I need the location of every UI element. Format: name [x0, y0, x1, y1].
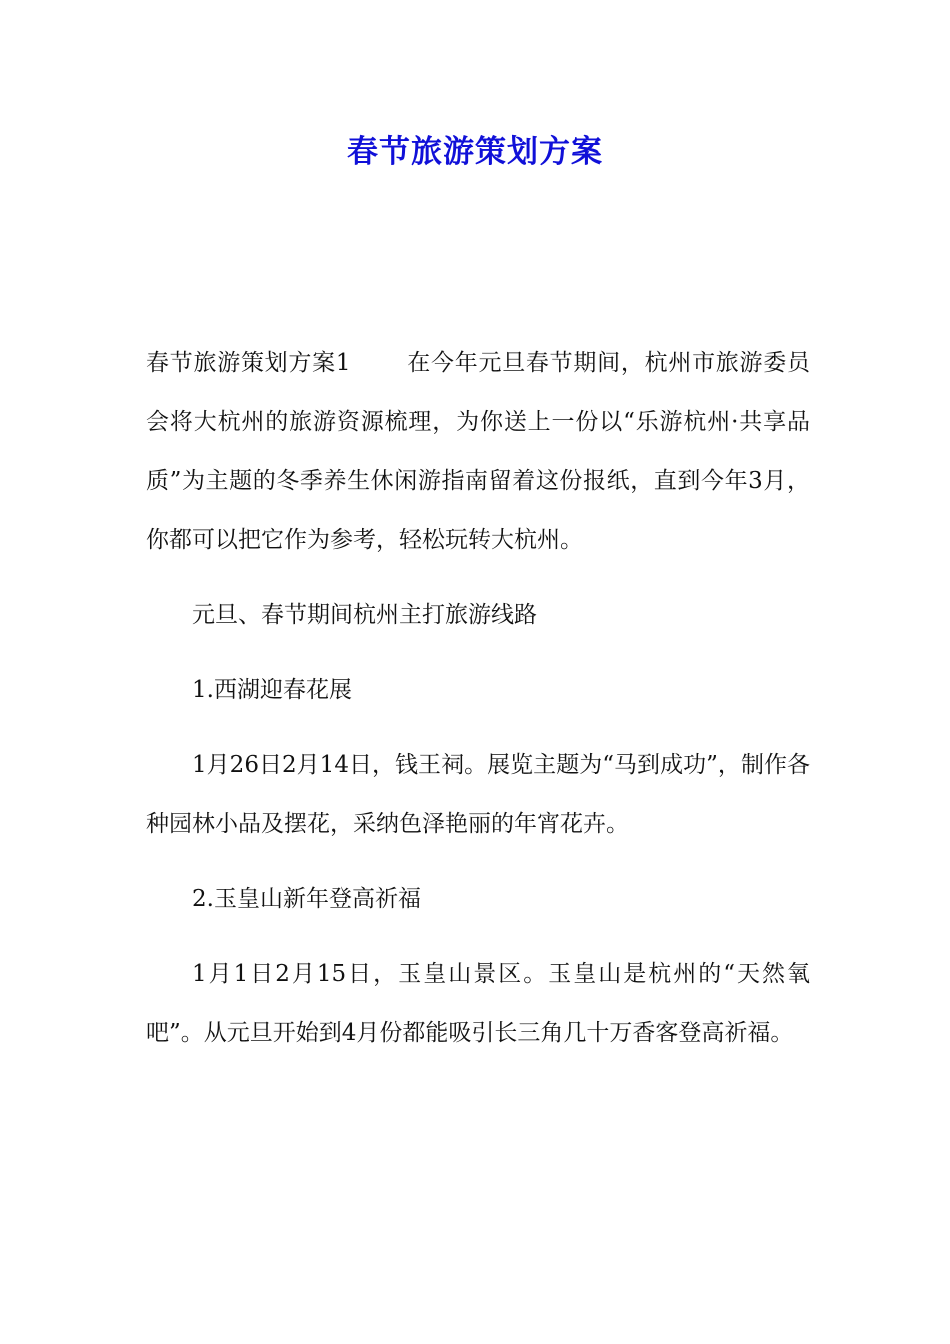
document-title: 春节旅游策划方案 — [347, 134, 603, 170]
intro-paragraph — [146, 334, 810, 570]
route-2-title: 2.玉皇山新年登高祈福 — [192, 886, 421, 912]
intro-heading: 春节旅游策划方案1 — [146, 350, 351, 376]
document-body — [146, 334, 810, 1079]
section-heading-routes: 元旦、春节期间杭州主打旅游线路 — [192, 602, 537, 628]
route-1-title: 1.西湖迎春花展 — [192, 677, 352, 703]
intro-text: 在今年元旦春节期间，杭州市旅游委员会将大杭州的旅游资源梳理，为你送上一份以“乐游杭州·共享品质”为主题的冬季养生休闲游指南留着这份报纸，直到今年3月，你都可以把它作为参考，轻松玩转大杭州。 — [146, 350, 810, 553]
route-1-description: 1月26日2月14日，钱王祠。展览主题为“马到成功”，制作各种园林小品及摆花，采纳色泽艳丽的年宵花卉。 — [146, 752, 810, 837]
route-2-description: 1月1日2月15日，玉皇山景区。玉皇山是杭州的“天然氧吧”。从元旦开始到4月份都能吸引长三角几十万香客登高祈福。 — [146, 961, 810, 1046]
